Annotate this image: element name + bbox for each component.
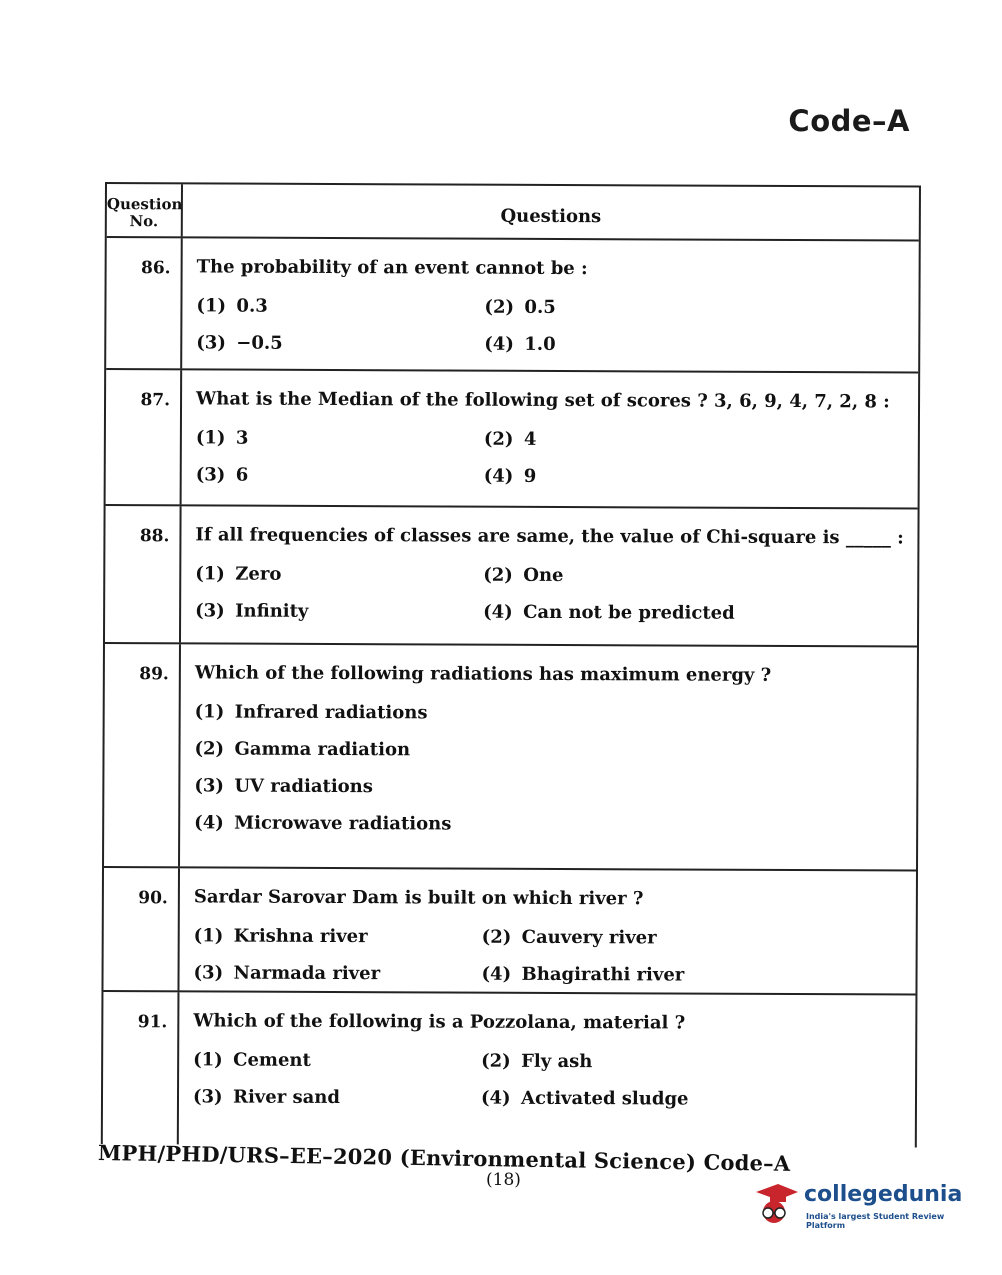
table-header bbox=[107, 184, 919, 242]
option-2[interactable]: (2) One bbox=[483, 564, 564, 587]
question-row-90 bbox=[103, 868, 916, 996]
option-3[interactable]: (3) Infinity bbox=[195, 600, 309, 622]
question-row-89 bbox=[104, 644, 917, 872]
option-1[interactable]: (1) Zero bbox=[195, 563, 282, 585]
question-number: 89. bbox=[104, 644, 181, 866]
option-2[interactable]: (2) 0.5 bbox=[484, 296, 556, 318]
options bbox=[195, 563, 907, 624]
option-4[interactable]: (4) Activated sludge bbox=[480, 1087, 689, 1110]
option-4[interactable]: (4) Bhagirathi river bbox=[481, 963, 685, 986]
option-4[interactable]: (4) 9 bbox=[483, 465, 537, 487]
option-2[interactable]: (2) Gamma radiation bbox=[194, 738, 411, 761]
question-text: What is the Median of the following set of scores ? 3, 6, 9, 4, 7, 2, 8 : bbox=[196, 388, 890, 413]
options bbox=[193, 1049, 905, 1110]
question-text: If all frequencies of classes are same, the value of Chi-square is _____ : bbox=[195, 524, 904, 549]
paper-code: Code–A bbox=[788, 104, 910, 138]
option-1[interactable]: (1) 0.3 bbox=[196, 295, 268, 317]
page-number: (18) bbox=[486, 1170, 521, 1190]
question-number: 88. bbox=[105, 506, 182, 642]
question-text: Sardar Sarovar Dam is built on which river ? bbox=[193, 886, 644, 910]
option-1[interactable]: (1) 3 bbox=[195, 427, 249, 449]
options bbox=[196, 295, 908, 356]
options bbox=[194, 925, 906, 986]
question-row-91 bbox=[103, 992, 916, 1148]
options bbox=[194, 701, 907, 836]
question-number: 86. bbox=[106, 238, 183, 368]
question-row-88 bbox=[105, 506, 918, 648]
question-number: 90. bbox=[103, 868, 180, 990]
question-no-header: Question No. bbox=[107, 184, 183, 236]
option-2[interactable]: (2) Cauvery river bbox=[481, 926, 657, 949]
option-1[interactable]: (1) Infrared radiations bbox=[194, 701, 428, 724]
exam-footer: MPH/PHD/URS–EE–2020 (Environmental Science) Code–A bbox=[97, 1140, 791, 1176]
option-3[interactable]: (3) UV radiations bbox=[194, 775, 373, 798]
option-1[interactable]: (1) Cement bbox=[193, 1049, 311, 1071]
question-row-86 bbox=[106, 238, 919, 374]
question-text: Which of the following is a Pozzolana, material ? bbox=[193, 1010, 686, 1034]
question-text: Which of the following radiations has maximum energy ? bbox=[194, 662, 772, 686]
collegedunia-logo-icon bbox=[748, 1178, 800, 1230]
question-table bbox=[101, 182, 921, 1148]
question-text: The probability of an event cannot be : bbox=[196, 256, 588, 280]
option-1[interactable]: (1) Krishna river bbox=[193, 925, 368, 948]
option-2[interactable]: (2) Fly ash bbox=[481, 1050, 593, 1073]
collegedunia-watermark bbox=[748, 1178, 973, 1230]
option-3[interactable]: (3) −0.5 bbox=[196, 332, 283, 354]
brand-tagline: India's largest Student Review Platform bbox=[806, 1212, 945, 1230]
brand-name: collegedunia bbox=[804, 1182, 963, 1207]
option-4[interactable]: (4) 1.0 bbox=[484, 333, 556, 355]
question-number: 87. bbox=[106, 370, 183, 504]
option-3[interactable]: (3) River sand bbox=[192, 1086, 340, 1109]
questions-header: Questions bbox=[500, 205, 602, 228]
option-3[interactable]: (3) Narmada river bbox=[193, 962, 381, 985]
options bbox=[196, 427, 908, 488]
option-2[interactable]: (2) 4 bbox=[483, 428, 537, 450]
option-4[interactable]: (4) Can not be predicted bbox=[483, 601, 735, 624]
question-number: 91. bbox=[103, 992, 180, 1144]
question-row-87 bbox=[106, 370, 919, 510]
option-4[interactable]: (4) Microwave radiations bbox=[194, 812, 452, 835]
option-3[interactable]: (3) 6 bbox=[195, 464, 249, 486]
